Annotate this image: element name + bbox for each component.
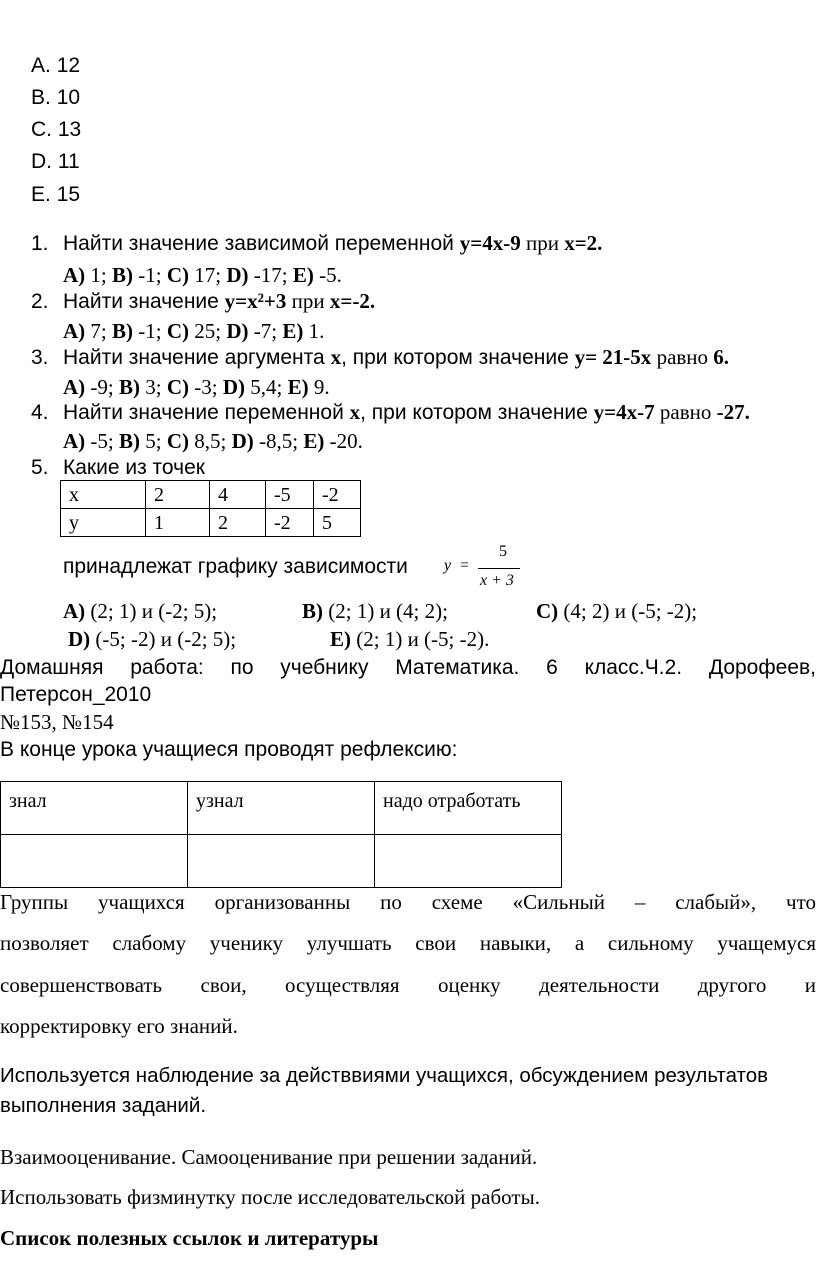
- paragraph-line: совершенствовать свои, осуществляя оценку деятельности другого и: [0, 973, 816, 997]
- task-2-number: 2.: [31, 290, 49, 313]
- table-row: [1, 782, 562, 835]
- table-cell: -2: [314, 481, 361, 509]
- table-cell: [375, 835, 562, 888]
- table-header-cell: знал: [1, 782, 188, 835]
- table-cell: 5: [314, 509, 361, 537]
- option-a: A. 12: [31, 54, 81, 77]
- paragraph-line: Группы учащихся организованны по схеме «Сильный – слабый», что: [0, 890, 816, 914]
- paragraph-line: позволяет слабому ученику улучшать свои навыки, а сильному учащемуся: [0, 931, 816, 955]
- task-1-question: Найти значение зависимой переменной y=4x-9 при x=2.: [63, 231, 603, 255]
- paragraph-line: корректировку его знаний.: [0, 1014, 238, 1038]
- task-5-question: Какие из точек: [63, 456, 205, 479]
- option-d: D. 11: [31, 150, 80, 173]
- task-5-number: 5.: [31, 456, 49, 479]
- task-4-answers: A) -5; B) 5; C) 8,5; D) -8,5; E) -20.: [63, 429, 363, 453]
- task-5-answer-d: D) (-5; -2) и (-2; 5);: [68, 627, 237, 651]
- task-3-answers: A) -9; B) 3; C) -3; D) 5,4; E) 9.: [63, 375, 330, 399]
- option-c: C. 13: [31, 118, 82, 141]
- task-2-question: Найти значение y=x²+3 при x=-2.: [63, 289, 376, 313]
- paragraph-line: выполнения заданий.: [0, 1094, 207, 1117]
- formula-denominator: x + 3: [480, 572, 514, 589]
- task-2-answers: A) 7; B) -1; C) 25; D) -7; E) 1.: [63, 319, 325, 343]
- formula-lhs: y: [444, 557, 452, 574]
- option-b: B. 10: [31, 86, 81, 109]
- paragraph-line: Используется наблюдение за действвиями учащихся, обсуждением результатов: [0, 1064, 768, 1087]
- task-5-answer-e: E) (2; 1) и (-5; -2).: [330, 627, 490, 651]
- task-1-number: 1.: [31, 232, 49, 255]
- table-cell: 4: [210, 481, 266, 509]
- homework-line-3: №153, №154: [0, 710, 114, 734]
- task-1-answers: A) 1; B) -1; C) 17; D) -17; E) -5.: [63, 263, 342, 287]
- table-cell: 1: [146, 509, 210, 537]
- task-5-answer-a: A) (2; 1) и (-2; 5);: [63, 599, 218, 623]
- points-table: [60, 480, 361, 537]
- task-4-number: 4.: [31, 401, 49, 424]
- task-3-number: 3.: [31, 346, 49, 369]
- table-cell: 2: [210, 509, 266, 537]
- formula-numerator: 5: [499, 543, 507, 560]
- physical-text: Использовать физминутку после исследовательской работы.: [0, 1185, 540, 1209]
- table-cell: y: [61, 509, 146, 537]
- evaluation-text: Взаимооценивание. Самооценивание при решении заданий.: [0, 1145, 538, 1169]
- task-5-answer-b: B) (2; 1) и (4; 2);: [302, 599, 448, 623]
- belong-text: принадлежат графику зависимости: [63, 555, 408, 578]
- homework-line-1: Домашняя работа: по учебнику Математика. 6 класс.Ч.2. Дорофеев,: [0, 656, 816, 679]
- table-row: [61, 481, 361, 509]
- reflection-table: [0, 781, 562, 888]
- task-3-question: Найти значение аргумента x, при котором значение y= 21-5x равно 6.: [63, 345, 730, 369]
- table-cell: 2: [146, 481, 210, 509]
- table-cell: x: [61, 481, 146, 509]
- task-4-question: Найти значение переменной x, при котором значение y=4x-7 равно -27.: [63, 400, 750, 424]
- fraction-bar: [478, 568, 520, 569]
- table-cell: [188, 835, 375, 888]
- reflection-intro: В конце урока учащиеся проводят рефлексию:: [0, 738, 458, 761]
- table-cell: [1, 835, 188, 888]
- table-row: [61, 509, 361, 537]
- formula-eq: =: [460, 557, 470, 574]
- table-row: [1, 835, 562, 888]
- table-cell: -5: [266, 481, 314, 509]
- references-heading: Список полезных ссылок и литературы: [0, 1226, 379, 1250]
- table-header-cell: узнал: [188, 782, 375, 835]
- table-header-cell: надо отработать: [375, 782, 562, 835]
- task-5-answer-c: C) (4; 2) и (-5; -2);: [536, 599, 698, 623]
- table-cell: -2: [266, 509, 314, 537]
- option-e: E. 15: [31, 183, 81, 206]
- homework-line-2: Петерсон_2010: [0, 683, 152, 706]
